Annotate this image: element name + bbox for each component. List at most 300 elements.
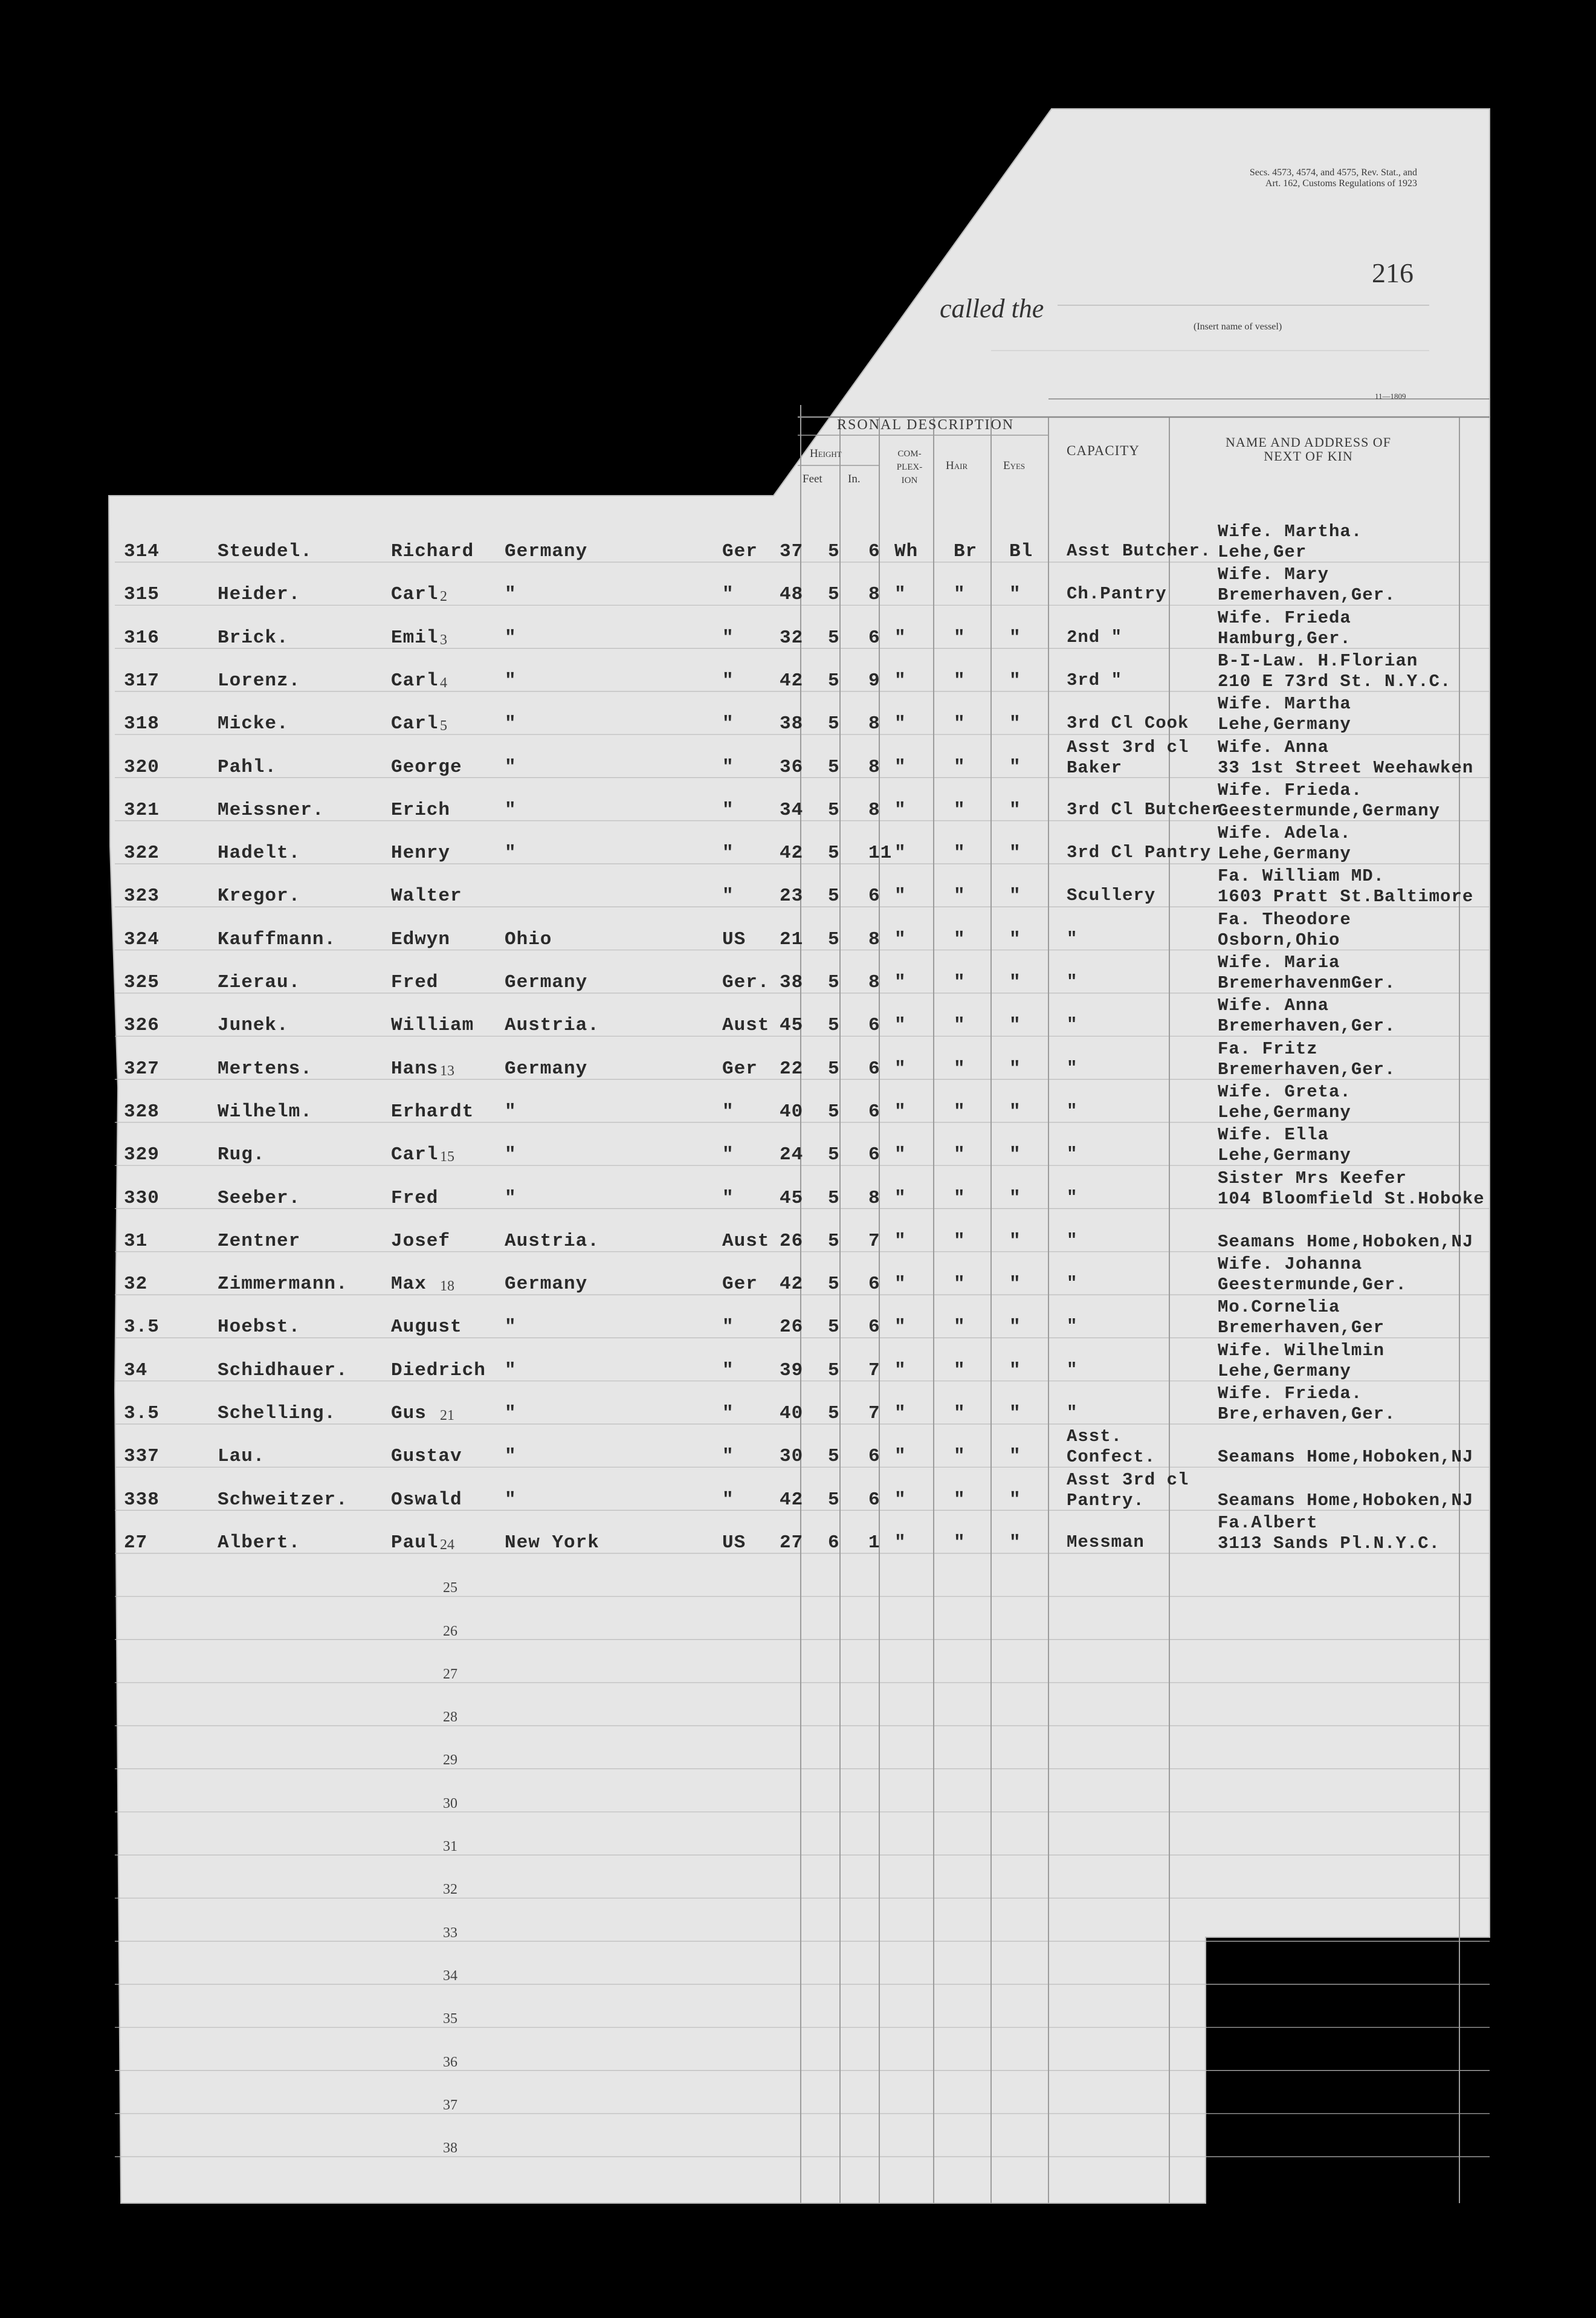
height-feet: 5 — [828, 756, 840, 778]
hair-color: " — [954, 756, 966, 778]
nationality: " — [722, 670, 734, 691]
entry-number: 324 — [124, 928, 160, 950]
entry-number: 314 — [124, 541, 160, 562]
height-feet: 5 — [828, 670, 840, 691]
line-number: 28 — [443, 1709, 457, 1726]
surname: Heider. — [218, 584, 301, 606]
height-feet: 6 — [828, 1532, 840, 1553]
eye-color: " — [1009, 1359, 1021, 1381]
capacity: " — [1067, 1274, 1078, 1294]
hair-color: " — [954, 843, 966, 864]
surname: Hadelt. — [218, 843, 301, 864]
next-of-kin: Wife. Ella — [1218, 1125, 1329, 1145]
complexion-header-line: ION — [901, 476, 918, 485]
birthplace: " — [505, 584, 517, 606]
eye-color: " — [1009, 627, 1021, 649]
age: 21 — [780, 928, 804, 950]
birthplace: Germany — [505, 1058, 588, 1080]
height-inches: 6 — [868, 541, 880, 562]
age: 39 — [780, 1359, 804, 1381]
given-name: Hans — [391, 1058, 439, 1080]
height-feet: 5 — [828, 1489, 840, 1510]
capacity: 3rd Cl Pantry — [1067, 843, 1212, 863]
complexion: " — [894, 1274, 906, 1295]
next-of-kin: BremerhavenmGer. — [1218, 973, 1396, 993]
age: 42 — [780, 843, 804, 864]
entry-number: 3.5 — [124, 1403, 160, 1424]
regulation-note-line: Secs. 4573, 4574, and 4575, Rev. Stat., and — [1249, 167, 1417, 178]
birthplace: " — [505, 1144, 517, 1166]
line-number: 38 — [443, 2140, 457, 2157]
surname: Lau. — [218, 1446, 265, 1468]
height-inches: 6 — [868, 1144, 880, 1166]
capacity-header: CAPACITY — [1067, 443, 1140, 458]
next-of-kin: Lehe,Ger — [1218, 542, 1307, 562]
age: 26 — [780, 1230, 804, 1252]
surname: Schelling. — [218, 1403, 337, 1424]
eye-color: " — [1009, 1230, 1021, 1252]
line-number: 4 — [440, 675, 447, 691]
next-of-kin: Wife. Mary — [1218, 565, 1329, 585]
personal-description-header: RSONAL DESCRIPTION — [837, 417, 1015, 433]
given-name: Josef — [391, 1230, 451, 1252]
surname: Pahl. — [218, 756, 277, 778]
height-header: Height — [810, 447, 842, 460]
entry-number: 318 — [124, 713, 160, 735]
eye-color: " — [1009, 885, 1021, 907]
nationality: " — [722, 584, 734, 606]
nationality: Ger — [722, 541, 758, 562]
next-of-kin: Hamburg,Ger. — [1218, 628, 1351, 649]
birthplace: " — [505, 627, 517, 649]
height-inches: 6 — [868, 1101, 880, 1122]
regulation-note-line: Art. 162, Customs Regulations of 1923 — [1265, 178, 1417, 189]
page-number: 216 — [1372, 257, 1413, 288]
next-of-kin: Bremerhaven,Ger. — [1218, 1059, 1396, 1080]
given-name: Diedrich — [391, 1359, 486, 1381]
capacity: " — [1067, 1058, 1078, 1078]
capacity: " — [1067, 1316, 1078, 1337]
entry-number: 315 — [124, 584, 160, 606]
height-inches: 6 — [868, 1274, 880, 1295]
birthplace: Austria. — [505, 1015, 599, 1037]
line-number: 3 — [440, 632, 447, 648]
entry-number: 31 — [124, 1230, 148, 1252]
nationality: US — [722, 928, 746, 950]
height-feet: 5 — [828, 1274, 840, 1295]
birthplace: " — [505, 1359, 517, 1381]
eye-color: " — [1009, 799, 1021, 821]
complexion: " — [894, 1144, 906, 1166]
surname: Wilhelm. — [218, 1101, 312, 1122]
line-number: 35 — [443, 2011, 457, 2027]
surname: Meissner. — [218, 799, 325, 821]
capacity: Pantry. — [1067, 1490, 1145, 1510]
eye-color: " — [1009, 1144, 1021, 1166]
height-inches: 8 — [868, 928, 880, 950]
birthplace: Austria. — [505, 1230, 599, 1252]
line-number: 34 — [443, 1967, 457, 1984]
line-number: 13 — [440, 1063, 454, 1079]
hair-color: " — [954, 1101, 966, 1122]
eye-color: " — [1009, 1403, 1021, 1424]
age: 45 — [780, 1015, 804, 1037]
eye-color: " — [1009, 1532, 1021, 1553]
complexion-header — [888, 447, 931, 487]
next-of-kin: Fa. Fritz — [1218, 1038, 1318, 1059]
capacity: " — [1067, 972, 1078, 992]
next-of-kin: Wife. Adela. — [1218, 823, 1351, 844]
height-inches: 1 — [868, 1532, 880, 1553]
complexion: " — [894, 799, 906, 821]
capacity: " — [1067, 1101, 1078, 1121]
complexion-header-line: COM- — [897, 449, 922, 459]
age: 34 — [780, 799, 804, 821]
surname: Junek. — [218, 1015, 289, 1037]
height-inches: 8 — [868, 713, 880, 735]
next-of-kin: Fa. William MD. — [1218, 866, 1385, 887]
regulation-note — [1218, 167, 1417, 189]
entry-number: 330 — [124, 1187, 160, 1209]
nationality: US — [722, 1532, 746, 1553]
eye-color: " — [1009, 1187, 1021, 1209]
hair-color: " — [954, 1316, 966, 1338]
given-name: Erich — [391, 799, 451, 821]
hair-color: " — [954, 627, 966, 649]
height-inches: 8 — [868, 756, 880, 778]
entry-number: 337 — [124, 1446, 160, 1468]
age: 27 — [780, 1532, 804, 1553]
birthplace: " — [505, 1101, 517, 1122]
height-feet: 5 — [828, 799, 840, 821]
next-of-kin: Osborn,Ohio — [1218, 930, 1340, 950]
height-feet: 5 — [828, 885, 840, 907]
given-name: Henry — [391, 843, 451, 864]
hair-color: " — [954, 1187, 966, 1209]
next-of-kin: Wife. Martha. — [1218, 522, 1363, 542]
hair-color: " — [954, 1274, 966, 1295]
complexion: " — [894, 1532, 906, 1553]
given-name: Paul — [391, 1532, 439, 1553]
hair-color: " — [954, 1359, 966, 1381]
next-of-kin: Fa.Albert — [1218, 1512, 1318, 1533]
complexion: " — [894, 627, 906, 649]
entry-number: 34 — [124, 1359, 148, 1381]
complexion: " — [894, 1230, 906, 1252]
complexion: " — [894, 1489, 906, 1510]
nationality: Aust — [722, 1015, 770, 1037]
given-name: Carl — [391, 1144, 439, 1166]
height-inches: 8 — [868, 972, 880, 993]
line-number: 30 — [443, 1795, 457, 1811]
age: 42 — [780, 670, 804, 691]
hair-color: " — [954, 1403, 966, 1424]
next-of-kin: 1603 Pratt St.Baltimore — [1218, 887, 1474, 907]
age: 26 — [780, 1316, 804, 1338]
height-inches: 11 — [868, 843, 893, 864]
height-inches: 6 — [868, 885, 880, 907]
complexion: " — [894, 972, 906, 993]
height-feet: 5 — [828, 1144, 840, 1166]
height-inches: 8 — [868, 584, 880, 606]
next-of-kin: 104 Bloomfield St.Hoboke — [1218, 1188, 1485, 1209]
next-of-kin: Wife. Frieda — [1218, 607, 1351, 628]
age: 36 — [780, 756, 804, 778]
next-of-kin: Wife. Martha — [1218, 694, 1351, 714]
nationality: Ger — [722, 1058, 758, 1080]
birthplace: " — [505, 670, 517, 691]
next-of-kin: Seamans Home,Hoboken,NJ — [1218, 1447, 1474, 1468]
hair-color: Br — [954, 541, 978, 562]
height-inches: 9 — [868, 670, 880, 691]
next-of-kin: Wife. Frieda. — [1218, 780, 1363, 800]
line-number: 33 — [443, 1925, 457, 1941]
entry-number: 326 — [124, 1015, 160, 1037]
vessel-name-hint: (Insert name of vessel) — [1194, 322, 1282, 332]
line-number: 25 — [443, 1580, 457, 1596]
hair-color: " — [954, 584, 966, 606]
entry-number: 327 — [124, 1058, 160, 1080]
form-code: 11—1809 — [1375, 392, 1406, 401]
complexion: " — [894, 713, 906, 735]
given-name: Emil — [391, 627, 439, 649]
nationality: " — [722, 1144, 734, 1166]
eye-color: Bl — [1009, 541, 1033, 562]
complexion: " — [894, 1446, 906, 1468]
given-name: Edwyn — [391, 928, 451, 950]
age: 42 — [780, 1489, 804, 1510]
next-of-kin: Wife. Maria — [1218, 953, 1340, 973]
given-name: Carl — [391, 584, 439, 606]
next-of-kin: B-I-Law. H.Florian — [1218, 650, 1418, 671]
height-inches: 7 — [868, 1359, 880, 1381]
age: 30 — [780, 1446, 804, 1468]
nationality: " — [722, 843, 734, 864]
surname: Zentner — [218, 1230, 301, 1252]
nationality: " — [722, 1187, 734, 1209]
next-of-kin: Bremerhaven,Ger. — [1218, 1016, 1396, 1037]
given-name: Fred — [391, 1187, 439, 1209]
age: 24 — [780, 1144, 804, 1166]
next-of-kin: Geestermunde,Germany — [1218, 800, 1441, 821]
feet-header: Feet — [803, 473, 822, 485]
birthplace: " — [505, 1316, 517, 1338]
birthplace: " — [505, 843, 517, 864]
surname: Albert. — [218, 1532, 301, 1553]
line-number: 32 — [443, 1882, 457, 1898]
age: 40 — [780, 1403, 804, 1424]
complexion: " — [894, 928, 906, 950]
age: 32 — [780, 627, 804, 649]
next-of-kin: Seamans Home,Hoboken,NJ — [1218, 1231, 1474, 1252]
entry-number: 329 — [124, 1144, 160, 1166]
nationality: Ger. — [722, 972, 770, 993]
hair-header: Hair — [946, 459, 968, 472]
nationality: Ger — [722, 1274, 758, 1295]
height-inches: 7 — [868, 1403, 880, 1424]
age: 23 — [780, 885, 804, 907]
age: 40 — [780, 1101, 804, 1122]
kin-header-line: NAME AND ADDRESS OF — [1226, 435, 1391, 450]
birthplace: " — [505, 1446, 517, 1468]
capacity: Baker — [1067, 757, 1123, 778]
capacity: " — [1067, 1187, 1078, 1208]
next-of-kin: Bre,erhaven,Ger. — [1218, 1404, 1396, 1424]
height-inches: 6 — [868, 627, 880, 649]
next-of-kin: Lehe,Germany — [1218, 1102, 1351, 1122]
surname: Steudel. — [218, 541, 312, 562]
capacity: " — [1067, 1144, 1078, 1165]
height-inches: 8 — [868, 1187, 880, 1209]
inches-header: In. — [848, 473, 861, 485]
capacity: " — [1067, 928, 1078, 949]
entry-number: 338 — [124, 1489, 160, 1510]
capacity: " — [1067, 1230, 1078, 1251]
line-number: 21 — [440, 1408, 454, 1423]
birthplace: Germany — [505, 972, 588, 993]
next-of-kin: Wife. Wilhelmin — [1218, 1340, 1385, 1361]
surname: Lorenz. — [218, 670, 301, 691]
entry-number: 328 — [124, 1101, 160, 1122]
complexion-header-line: PLEX- — [896, 462, 923, 472]
next-of-kin: Wife. Anna — [1218, 996, 1329, 1016]
capacity: Asst 3rd cl — [1067, 1469, 1189, 1490]
hair-color: " — [954, 799, 966, 821]
given-name: George — [391, 756, 462, 778]
given-name: William — [391, 1015, 474, 1037]
surname: Rug. — [218, 1144, 265, 1166]
entry-number: 320 — [124, 756, 160, 778]
height-inches: 6 — [868, 1015, 880, 1037]
height-feet: 5 — [828, 1316, 840, 1338]
entry-number: 317 — [124, 670, 160, 691]
capacity: Asst Butcher. — [1067, 541, 1212, 561]
entry-number: 27 — [124, 1532, 148, 1553]
birthplace: Ohio — [505, 928, 552, 950]
hair-color: " — [954, 1015, 966, 1037]
eye-color: " — [1009, 1015, 1021, 1037]
complexion: " — [894, 1187, 906, 1209]
line-number: 37 — [443, 2097, 457, 2113]
given-name: August — [391, 1316, 462, 1338]
eye-color: " — [1009, 584, 1021, 606]
eye-color: " — [1009, 1316, 1021, 1338]
age: 38 — [780, 972, 804, 993]
height-inches: 7 — [868, 1230, 880, 1252]
complexion: " — [894, 1015, 906, 1037]
eye-color: " — [1009, 713, 1021, 735]
eye-color: " — [1009, 928, 1021, 950]
entry-number: 322 — [124, 843, 160, 864]
capacity: 3rd " — [1067, 670, 1123, 690]
next-of-kin: Wife. Greta. — [1218, 1081, 1351, 1102]
nationality: " — [722, 1101, 734, 1122]
entry-number: 325 — [124, 972, 160, 993]
line-number: 18 — [440, 1278, 454, 1295]
next-of-kin: Geestermunde,Ger. — [1218, 1275, 1407, 1295]
eye-color: " — [1009, 670, 1021, 691]
eye-color: " — [1009, 1489, 1021, 1510]
hair-color: " — [954, 1144, 966, 1166]
hair-color: " — [954, 928, 966, 950]
nationality: " — [722, 1446, 734, 1468]
height-feet: 5 — [828, 928, 840, 950]
height-inches: 6 — [868, 1316, 880, 1338]
surname: Brick. — [218, 627, 289, 649]
birthplace: " — [505, 1489, 517, 1510]
height-feet: 5 — [828, 627, 840, 649]
birthplace: Germany — [505, 1274, 588, 1295]
given-name: Richard — [391, 541, 474, 562]
surname: Zimmermann. — [218, 1274, 348, 1295]
height-feet: 5 — [828, 1015, 840, 1037]
line-number: 2 — [440, 589, 447, 605]
nationality: " — [722, 713, 734, 735]
given-name: Carl — [391, 670, 439, 691]
hair-color: " — [954, 1489, 966, 1510]
height-feet: 5 — [828, 1187, 840, 1209]
next-of-kin: Lehe,Germany — [1218, 1145, 1351, 1166]
age: 42 — [780, 1274, 804, 1295]
surname: Hoebst. — [218, 1316, 301, 1338]
nationality: " — [722, 799, 734, 821]
line-number: 31 — [443, 1839, 457, 1854]
capacity: Asst. — [1067, 1426, 1123, 1447]
hair-color: " — [954, 713, 966, 735]
given-name: Max — [391, 1274, 427, 1295]
line-number: 27 — [443, 1666, 457, 1682]
hair-color: " — [954, 1058, 966, 1080]
next-of-kin: Bremerhaven,Ger — [1218, 1318, 1385, 1338]
given-name: Walter — [391, 885, 462, 907]
surname: Mertens. — [218, 1058, 312, 1080]
birthplace: Germany — [505, 541, 588, 562]
capacity: " — [1067, 1403, 1078, 1423]
eye-color: " — [1009, 1274, 1021, 1295]
height-inches: 8 — [868, 799, 880, 821]
complexion: " — [894, 885, 906, 907]
next-of-kin: 33 1st Street Weehawken — [1218, 757, 1474, 778]
capacity: " — [1067, 1015, 1078, 1035]
surname: Kregor. — [218, 885, 301, 907]
capacity: Messman — [1067, 1532, 1145, 1552]
age: 38 — [780, 713, 804, 735]
complexion: " — [894, 670, 906, 691]
complexion: " — [894, 584, 906, 606]
surname: Schidhauer. — [218, 1359, 348, 1381]
surname: Schweitzer. — [218, 1489, 348, 1510]
nationality: " — [722, 756, 734, 778]
complexion: " — [894, 1058, 906, 1080]
age: 48 — [780, 584, 804, 606]
nationality: Aust — [722, 1230, 770, 1252]
nationality: " — [722, 1403, 734, 1424]
height-feet: 5 — [828, 972, 840, 993]
complexion: " — [894, 1359, 906, 1381]
age: 22 — [780, 1058, 804, 1080]
next-of-kin: Wife. Johanna — [1218, 1254, 1363, 1275]
line-number: 15 — [440, 1149, 454, 1165]
surname: Kauffmann. — [218, 928, 337, 950]
age: 37 — [780, 541, 804, 562]
age: 45 — [780, 1187, 804, 1209]
given-name: Oswald — [391, 1489, 462, 1510]
complexion: Wh — [894, 541, 919, 562]
surname: Seeber. — [218, 1187, 301, 1209]
given-name: Gus — [391, 1403, 427, 1424]
hair-color: " — [954, 885, 966, 907]
next-of-kin: Lehe,Germany — [1218, 714, 1351, 735]
